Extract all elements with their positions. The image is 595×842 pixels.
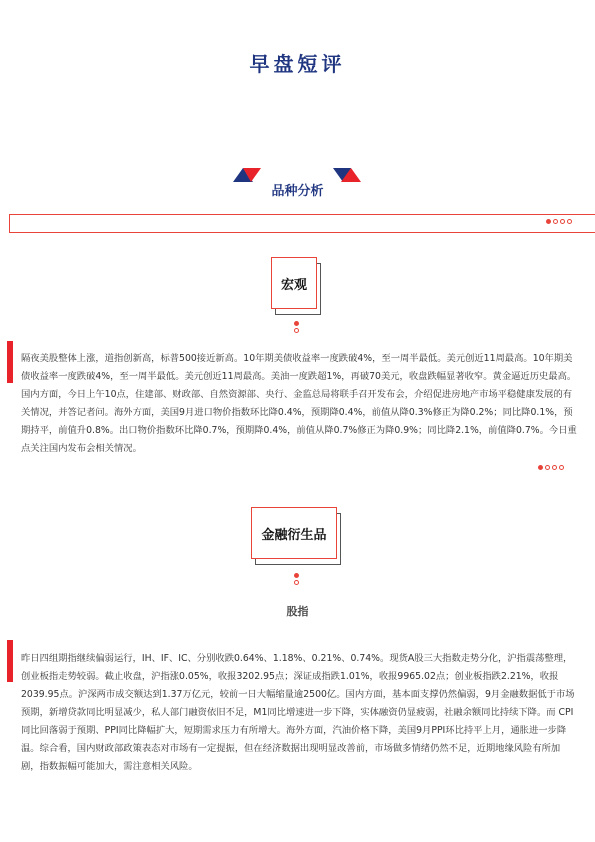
macro-paragraph: 隔夜美股整体上涨，道指创新高，标普500接近新高。10年期美债收益率一度跌破4%，至一周半最低。美元创近11周最高。10年期美债收益率一度跌破4%，至一周半最低。美元创近11周最高。美油一度跌超1%，再破70美元，收盘跌幅显著收窄。黄金逼近历史最高。国内方面，今日上午10点，住建部、财政部、自然资源部、央行、金监总局将联手召开发布会，介绍促进房地产市场平稳健康发展的有关情况，并答记者问。海外方面，美国9月进口物价指数环比降0.4%，预期降0.4%，前值从降0.3%修正为降0.2%；同比降0.1%，预期持平，前值升0.8%。出口物价指数环比降0.7%，预期降0.4%，前值从降0.7%修正为降0.9%；同比降2.1%，前值降0.7%。今日重点关注国内发布会相关情况。 <box>21 353 577 454</box>
derivatives-subheading: 股指 <box>286 605 309 618</box>
macro-accent-bar <box>7 341 13 383</box>
section-header <box>0 166 595 198</box>
derivatives-paragraph: 昨日四组期指继续偏弱运行，IH、IF、IC、分别收跌0.64%、1.18%、0.21%、0.74%。现货A股三大指数走势分化，沪指震荡整理，创业板指走势较弱。截止收盘，沪指涨0.05%，收报3202.95点；深证成指跌1.01%，收报9965.02点；创业板指跌2.21%，收报2039.95点。沪深两市成交额达到1.37万亿元，较前一日大幅缩量逾2500亿。国内方面，基本面支撑仍然偏弱，9月金融数据低于市场预期，新增贷款同比明显减少，私人部门融资依旧不足，M1同比增速进一步下降，实体融资仍显疲弱，社融余额同比持续下降。而 CPI同比回落弱于预期、PPI同比降幅扩大，短期需求压力有所增大。海外方面，汽油价格下降，美国9月PPI环比持平上月，通胀进一步降温。综合看，国内财政部政策表态对市场有一定提振，但在经济数据出现明显改善前，市场做多情绪仍然不足，近期地缘风险有所加剧，指数振幅可能加大，需注意相关风险。 <box>21 653 575 772</box>
dot-icon <box>538 465 543 470</box>
macro-heading-box <box>271 257 323 315</box>
banner-dots <box>546 219 572 224</box>
dot-icon <box>294 580 299 585</box>
dot-icon <box>552 465 557 470</box>
dot-icon <box>294 573 299 578</box>
derivatives-vdots <box>294 573 300 587</box>
dot-icon <box>294 321 299 326</box>
dot-icon <box>546 219 551 224</box>
dot-icon <box>553 219 558 224</box>
macro-end-dots <box>538 465 564 470</box>
dot-icon <box>560 219 565 224</box>
section-banner <box>9 214 595 233</box>
derivatives-accent-bar <box>7 640 13 682</box>
dot-icon <box>545 465 550 470</box>
derivatives-heading: 金融衍生品 <box>251 507 337 559</box>
macro-vdots <box>294 321 300 335</box>
dot-icon <box>567 219 572 224</box>
derivatives-heading-box <box>251 507 343 565</box>
dot-icon <box>559 465 564 470</box>
section-label: 品种分析 <box>271 184 324 199</box>
page-title: 早盘短评 <box>249 52 346 76</box>
macro-heading: 宏观 <box>271 257 317 309</box>
dot-icon <box>294 328 299 333</box>
